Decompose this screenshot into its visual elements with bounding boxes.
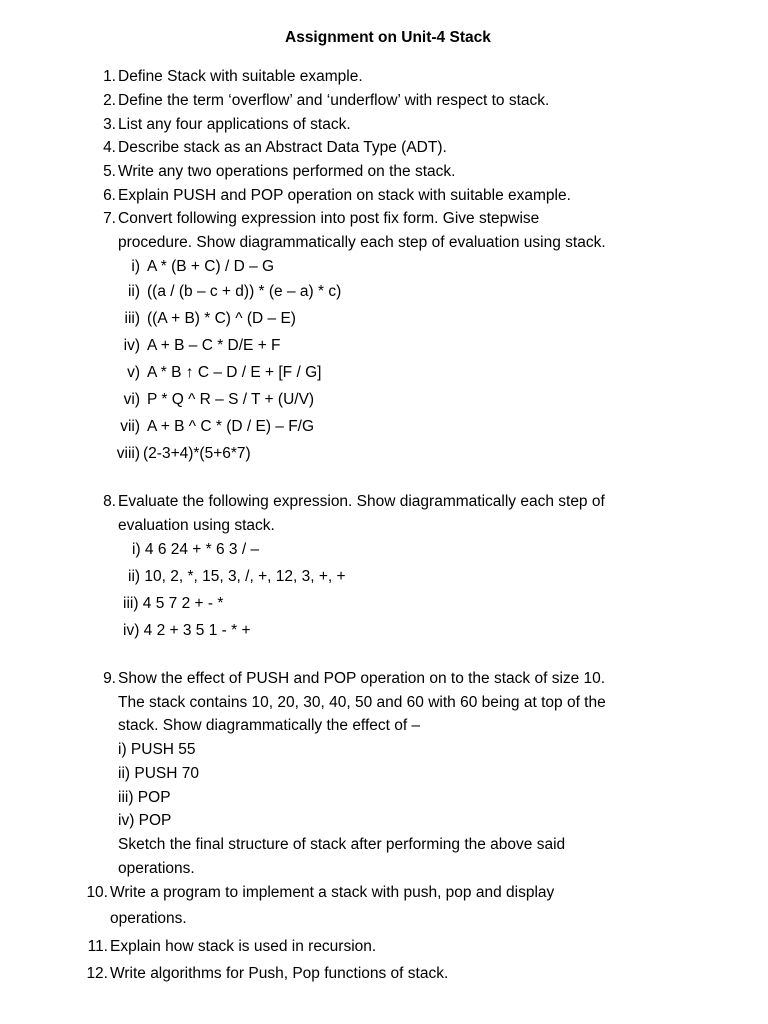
- q9-text-line: The stack contains 10, 20, 30, 40, 50 and 60 with 60 being at top of the: [118, 694, 606, 711]
- q4-number: 4.: [103, 139, 116, 156]
- q12-text: Write algorithms for Push, Pop functions of stack.: [110, 965, 449, 982]
- q5-text: Write any two operations performed on the stack.: [118, 163, 456, 180]
- q7-number: 7.: [103, 210, 116, 227]
- q9-operation: iv) POP: [118, 812, 172, 829]
- q9-operation: iii) POP: [118, 789, 171, 806]
- q7-text-line2: procedure. Show diagrammatically each step of evaluation using stack.: [118, 234, 606, 251]
- q7-text-line1: Convert following expression into post fix form. Give stepwise: [118, 210, 540, 227]
- q6-number: 6.: [103, 187, 116, 204]
- q8-sub-expression: i) 4 6 24 + * 6 3 / –: [132, 541, 260, 558]
- q1-number: 1.: [103, 68, 116, 85]
- q2-number: 2.: [103, 92, 116, 109]
- q8-sub-expression: iii) 4 5 7 2 + - *: [123, 595, 224, 612]
- q9-operation: ii) PUSH 70: [118, 765, 199, 782]
- q9-text-line: Sketch the final structure of stack after performing the above said: [118, 836, 566, 853]
- q10-text-line2: operations.: [110, 910, 187, 927]
- q12-number: 12.: [86, 965, 108, 982]
- q7-sub-expression: ((A + B) * C) ^ (D – E): [147, 310, 296, 327]
- q7-sub-expression: A * B ↑ C – D / E + [F / G]: [147, 364, 322, 381]
- q7-sub-label: vii): [120, 418, 140, 435]
- q3-text: List any four applications of stack.: [118, 116, 351, 133]
- q11-text: Explain how stack is used in recursion.: [110, 938, 377, 955]
- q7-sub-expression: A * (B + C) / D – G: [147, 258, 275, 275]
- q9-text-line: Show the effect of PUSH and POP operation on to the stack of size 10.: [118, 670, 606, 687]
- q2-text: Define the term ‘overflow’ and ‘underflow’ with respect to stack.: [118, 92, 550, 109]
- q7-sub-label: viii): [116, 445, 140, 462]
- q1-text: Define Stack with suitable example.: [118, 68, 363, 85]
- q4-text: Describe stack as an Abstract Data Type (ADT).: [118, 139, 447, 156]
- q8-sub-expression: ii) 10, 2, *, 15, 3, /, +, 12, 3, +, +: [128, 568, 346, 585]
- q6-text: Explain PUSH and POP operation on stack with suitable example.: [118, 187, 571, 204]
- q8-text-line1: Evaluate the following expression. Show diagrammatically each step of: [118, 493, 605, 510]
- q7-sub-label: ii): [127, 283, 140, 300]
- q7-sub-expression: A + B ^ C * (D / E) – F/G: [147, 418, 315, 435]
- q5-number: 5.: [103, 163, 116, 180]
- q9-number: 9.: [103, 670, 116, 687]
- q8-text-line2: evaluation using stack.: [118, 517, 275, 534]
- q9-text-line: operations.: [118, 860, 195, 877]
- q7-sub-label: iv): [123, 337, 140, 354]
- q10-text-line1: Write a program to implement a stack with push, pop and display: [110, 884, 555, 901]
- q7-sub-expression: (2-3+4)*(5+6*7): [143, 445, 251, 462]
- q9-text-line: stack. Show diagrammatically the effect of –: [118, 717, 421, 734]
- q8-number: 8.: [103, 493, 116, 510]
- q3-number: 3.: [103, 116, 116, 133]
- q11-number: 11.: [87, 938, 108, 955]
- q7-sub-label: vi): [123, 391, 140, 408]
- q7-sub-label: i): [131, 258, 140, 275]
- q10-number: 10.: [86, 884, 108, 901]
- q7-sub-label: iii): [124, 310, 140, 327]
- page-title: Assignment on Unit-4 Stack: [285, 29, 491, 46]
- q7-sub-expression: A + B – C * D/E + F: [147, 337, 281, 354]
- q7-sub-expression: P * Q ^ R – S / T + (U/V): [147, 391, 315, 408]
- q9-operation: i) PUSH 55: [118, 741, 196, 758]
- q7-sub-label: v): [127, 364, 140, 381]
- q8-sub-expression: iv) 4 2 + 3 5 1 - * +: [123, 622, 251, 639]
- q7-sub-expression: ((a / (b – c + d)) * (e – a) * c): [147, 283, 342, 300]
